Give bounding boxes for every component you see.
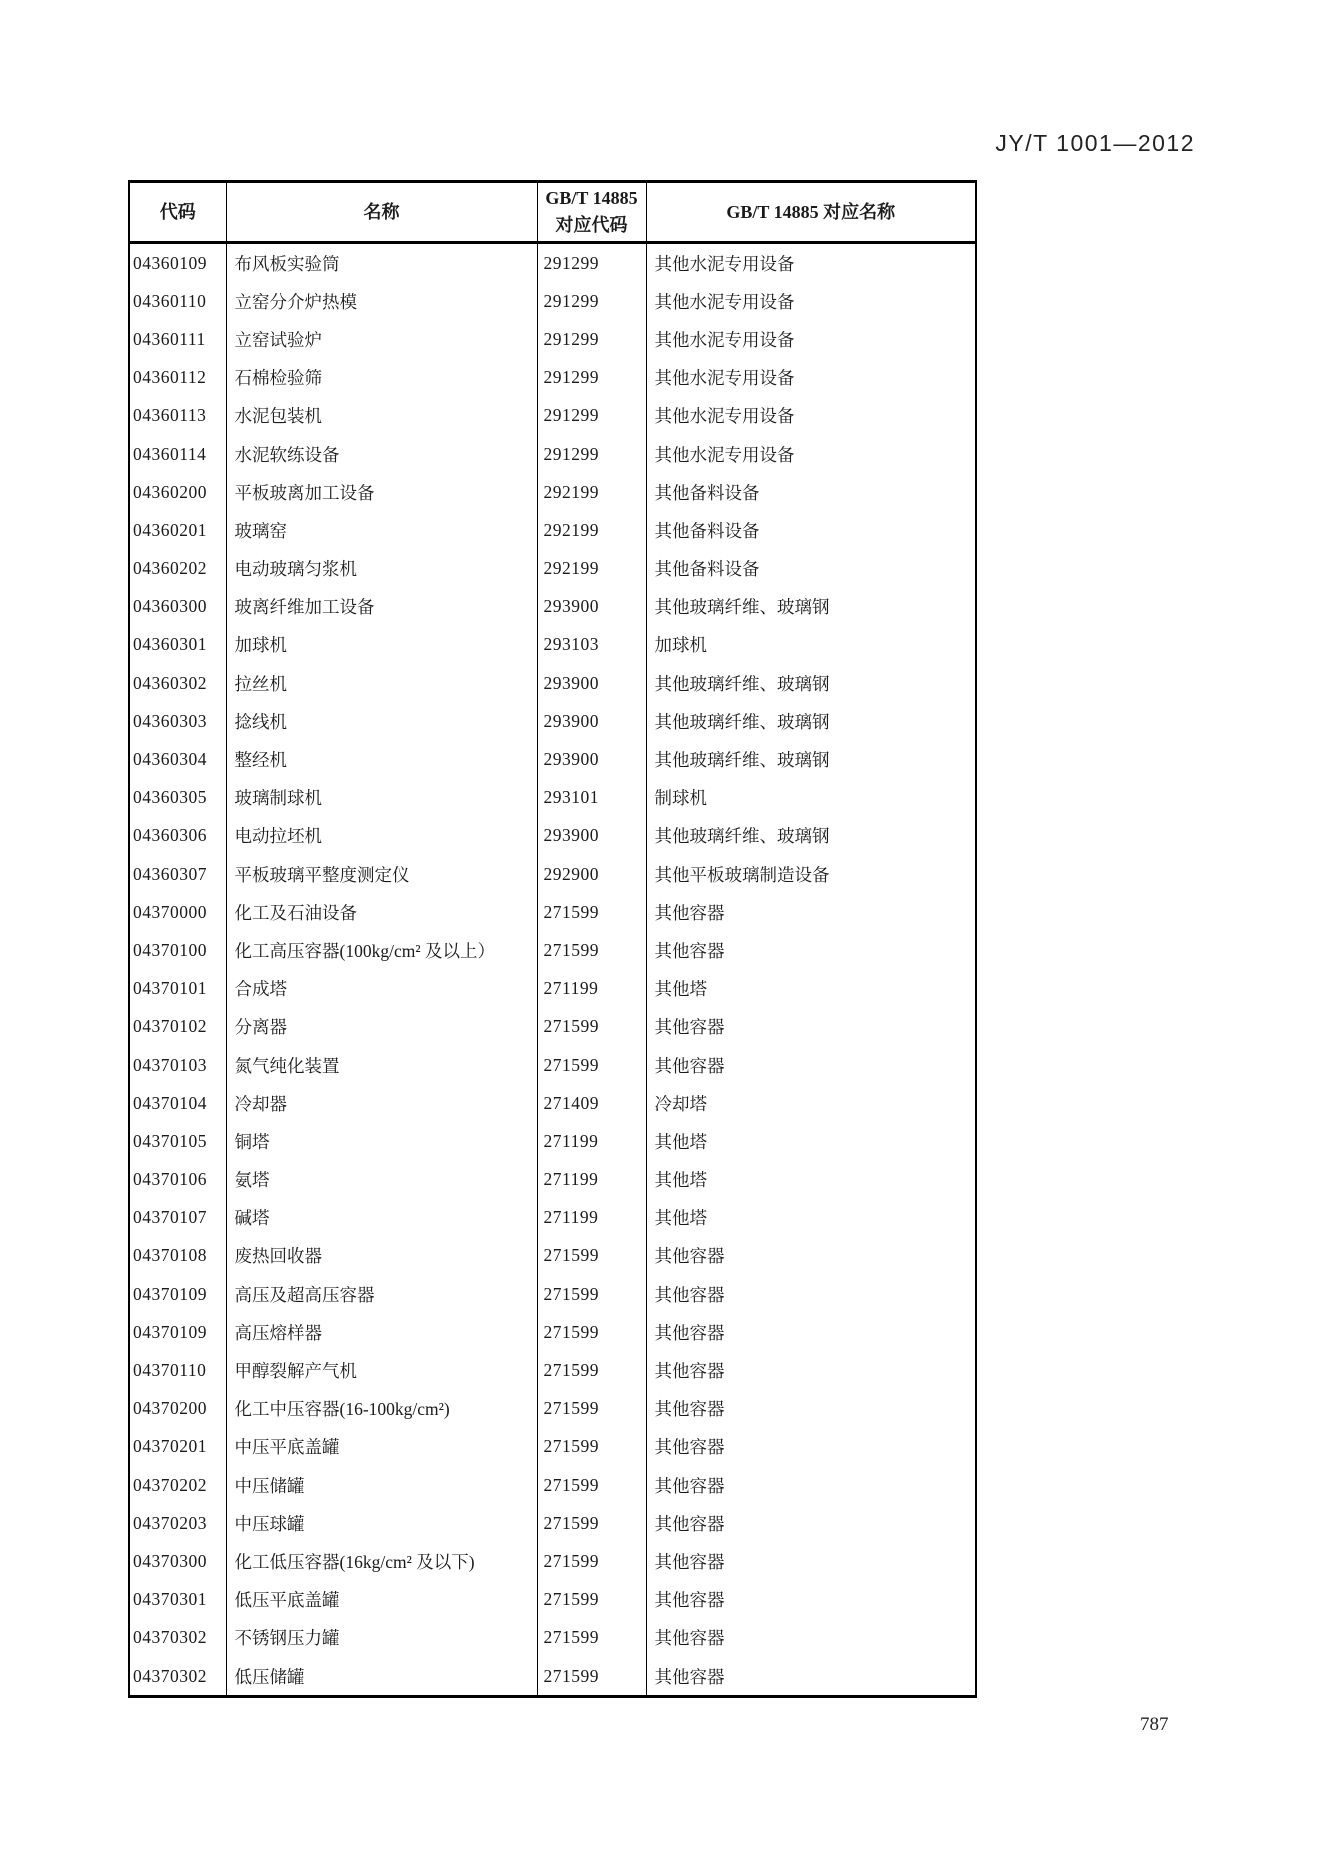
gbt-name-cell: 其他平板玻璃制造设备 — [646, 855, 976, 893]
code-cell: 04370105 — [133, 1130, 207, 1151]
code-cell: 04370106 — [133, 1169, 207, 1190]
table-row — [129, 550, 976, 588]
table-row — [129, 1619, 976, 1657]
name-cell: 电动拉坯机 — [226, 817, 537, 855]
code-cell: 04370109 — [133, 1321, 207, 1342]
header-name: 名称 — [226, 182, 537, 243]
gbt-name-cell: 其他容器 — [646, 1046, 976, 1084]
name-cell: 氮气纯化装置 — [226, 1046, 537, 1084]
gbt-name-cell: 其他玻璃纤维、玻璃钢 — [646, 588, 976, 626]
table-row — [129, 1046, 976, 1084]
table-row — [129, 435, 976, 473]
gbt-code-cell: 271599 — [537, 1581, 646, 1619]
header-gbt-code — [537, 182, 646, 243]
code-cell: 04360113 — [133, 405, 207, 426]
gbt-code-cell: 293101 — [537, 779, 646, 817]
table-row — [129, 664, 976, 702]
table-row — [129, 855, 976, 893]
header-gbt-name: GB/T 14885 对应名称 — [646, 182, 976, 243]
name-cell: 中压球罐 — [226, 1504, 537, 1542]
gbt-name-cell: 其他容器 — [646, 1390, 976, 1428]
gbt-code-cell: 293103 — [537, 626, 646, 664]
name-cell: 捻线机 — [226, 702, 537, 740]
gbt-code-cell: 291299 — [537, 320, 646, 358]
name-cell: 整经机 — [226, 740, 537, 778]
code-cell: 04370107 — [133, 1207, 207, 1228]
code-cell: 04360201 — [133, 519, 207, 540]
name-cell: 化工及石油设备 — [226, 893, 537, 931]
code-cell: 04360304 — [133, 749, 207, 770]
name-cell: 平板玻璃平整度测定仪 — [226, 855, 537, 893]
table-row — [129, 320, 976, 358]
name-cell: 氨塔 — [226, 1161, 537, 1199]
table-row — [129, 473, 976, 511]
table-header — [129, 182, 976, 243]
gbt-code-cell: 291299 — [537, 435, 646, 473]
name-cell: 高压及超高压容器 — [226, 1275, 537, 1313]
name-cell: 电动玻璃匀浆机 — [226, 550, 537, 588]
gbt-code-cell: 292199 — [537, 473, 646, 511]
code-cell: 04360302 — [133, 672, 207, 693]
table-row — [129, 1199, 976, 1237]
code-cell: 04360305 — [133, 787, 207, 808]
table-row — [129, 970, 976, 1008]
name-cell: 玻璃窑 — [226, 511, 537, 549]
gbt-code-cell: 291299 — [537, 397, 646, 435]
gbt-code-cell: 271599 — [537, 1390, 646, 1428]
gbt-code-cell: 293900 — [537, 588, 646, 626]
gbt-name-cell: 其他水泥专用设备 — [646, 397, 976, 435]
gbt-code-cell: 271599 — [537, 931, 646, 969]
table-row — [129, 1581, 976, 1619]
table-row — [129, 1084, 976, 1122]
gbt-code-cell: 271599 — [537, 1351, 646, 1389]
code-mapping-table — [128, 180, 977, 1698]
gbt-code-cell: 271199 — [537, 1199, 646, 1237]
code-cell: 04370203 — [133, 1512, 207, 1533]
table-row — [129, 1351, 976, 1389]
name-cell: 分离器 — [226, 1008, 537, 1046]
name-cell: 低压储罐 — [226, 1657, 537, 1697]
gbt-name-cell: 其他玻璃纤维、玻璃钢 — [646, 740, 976, 778]
gbt-code-cell: 271199 — [537, 970, 646, 1008]
name-cell: 高压熔样器 — [226, 1313, 537, 1351]
gbt-name-cell: 其他容器 — [646, 1581, 976, 1619]
gbt-name-cell: 其他水泥专用设备 — [646, 320, 976, 358]
gbt-name-cell: 其他容器 — [646, 1351, 976, 1389]
gbt-code-cell: 293900 — [537, 664, 646, 702]
table-row — [129, 1657, 976, 1697]
code-cell: 04370100 — [133, 939, 207, 960]
gbt-name-cell: 制球机 — [646, 779, 976, 817]
gbt-name-cell: 其他水泥专用设备 — [646, 243, 976, 283]
code-cell: 04360301 — [133, 634, 207, 655]
code-cell: 04370300 — [133, 1550, 207, 1571]
gbt-name-cell: 其他容器 — [646, 1275, 976, 1313]
header-code: 代码 — [129, 182, 226, 243]
gbt-name-cell: 冷却塔 — [646, 1084, 976, 1122]
gbt-name-cell: 其他容器 — [646, 1428, 976, 1466]
table-row — [129, 1313, 976, 1351]
gbt-code-cell: 271199 — [537, 1161, 646, 1199]
gbt-code-cell: 291299 — [537, 243, 646, 283]
gbt-name-cell: 其他备料设备 — [646, 511, 976, 549]
gbt-name-cell: 其他塔 — [646, 970, 976, 1008]
table-row — [129, 1428, 976, 1466]
gbt-code-cell: 292199 — [537, 550, 646, 588]
table-row — [129, 1008, 976, 1046]
table-body — [129, 243, 976, 1697]
code-cell: 04360109 — [133, 252, 207, 273]
table-row — [129, 588, 976, 626]
table-row — [129, 1504, 976, 1542]
name-cell: 玻璃制球机 — [226, 779, 537, 817]
gbt-code-cell: 271599 — [537, 1657, 646, 1697]
table-row — [129, 1122, 976, 1160]
code-cell: 04370201 — [133, 1436, 207, 1457]
gbt-name-cell: 其他容器 — [646, 1008, 976, 1046]
table-row — [129, 282, 976, 320]
code-cell: 04370101 — [133, 978, 207, 999]
name-cell: 布风板实验筒 — [226, 243, 537, 283]
header-row — [129, 182, 976, 243]
name-cell: 废热回收器 — [226, 1237, 537, 1275]
name-cell: 石棉检验筛 — [226, 359, 537, 397]
table-row — [129, 931, 976, 969]
gbt-name-cell: 其他玻璃纤维、玻璃钢 — [646, 664, 976, 702]
name-cell: 甲醇裂解产气机 — [226, 1351, 537, 1389]
gbt-name-cell: 其他容器 — [646, 1657, 976, 1697]
gbt-code-cell: 292900 — [537, 855, 646, 893]
gbt-name-cell: 其他备料设备 — [646, 473, 976, 511]
gbt-name-cell: 加球机 — [646, 626, 976, 664]
name-cell: 化工低压容器(16kg/cm² 及以下) — [226, 1542, 537, 1580]
gbt-name-cell: 其他容器 — [646, 1313, 976, 1351]
code-cell: 04360202 — [133, 558, 207, 579]
gbt-name-cell: 其他容器 — [646, 1237, 976, 1275]
gbt-name-cell: 其他备料设备 — [646, 550, 976, 588]
table-row — [129, 243, 976, 283]
name-cell: 冷却器 — [226, 1084, 537, 1122]
gbt-code-cell: 291299 — [537, 282, 646, 320]
page-number: 787 — [1140, 1714, 1169, 1735]
code-cell: 04370110 — [133, 1360, 207, 1381]
gbt-code-cell: 271599 — [537, 1504, 646, 1542]
name-cell: 化工中压容器(16-100kg/cm²) — [226, 1390, 537, 1428]
gbt-code-cell: 292199 — [537, 511, 646, 549]
code-cell: 04370104 — [133, 1092, 207, 1113]
gbt-code-cell: 271599 — [537, 1008, 646, 1046]
name-cell: 碱塔 — [226, 1199, 537, 1237]
table-row — [129, 1390, 976, 1428]
gbt-name-cell: 其他容器 — [646, 1504, 976, 1542]
gbt-code-cell: 271599 — [537, 1275, 646, 1313]
name-cell: 中压储罐 — [226, 1466, 537, 1504]
code-cell: 04370103 — [133, 1054, 207, 1075]
gbt-code-cell: 291299 — [537, 359, 646, 397]
code-cell: 04360300 — [133, 596, 207, 617]
code-cell: 04370202 — [133, 1474, 207, 1495]
gbt-name-cell: 其他玻璃纤维、玻璃钢 — [646, 702, 976, 740]
gbt-name-cell: 其他塔 — [646, 1199, 976, 1237]
gbt-name-cell: 其他容器 — [646, 931, 976, 969]
code-cell: 04360111 — [133, 328, 206, 349]
name-cell: 平板玻离加工设备 — [226, 473, 537, 511]
gbt-code-cell: 293900 — [537, 702, 646, 740]
code-cell: 04370301 — [133, 1589, 207, 1610]
name-cell: 低压平底盖罐 — [226, 1581, 537, 1619]
gbt-code-cell: 271599 — [537, 1313, 646, 1351]
name-cell: 水泥包装机 — [226, 397, 537, 435]
name-cell: 拉丝机 — [226, 664, 537, 702]
name-cell: 合成塔 — [226, 970, 537, 1008]
code-cell: 04360114 — [133, 443, 207, 464]
gbt-name-cell: 其他塔 — [646, 1161, 976, 1199]
name-cell: 玻离纤维加工设备 — [226, 588, 537, 626]
gbt-name-cell: 其他水泥专用设备 — [646, 282, 976, 320]
name-cell: 不锈钢压力罐 — [226, 1619, 537, 1657]
gbt-code-cell: 271599 — [537, 1046, 646, 1084]
gbt-name-cell: 其他水泥专用设备 — [646, 359, 976, 397]
table-row — [129, 702, 976, 740]
header-gbt-code-line1: GB/T 14885 — [545, 188, 638, 208]
name-cell: 立窑试验炉 — [226, 320, 537, 358]
name-cell: 铜塔 — [226, 1122, 537, 1160]
table-row — [129, 511, 976, 549]
code-cell: 04370200 — [133, 1398, 207, 1419]
gbt-code-cell: 293900 — [537, 817, 646, 855]
name-cell: 立窑分介炉热模 — [226, 282, 537, 320]
table-row — [129, 817, 976, 855]
code-cell: 04370302 — [133, 1665, 207, 1686]
gbt-name-cell: 其他塔 — [646, 1122, 976, 1160]
gbt-name-cell: 其他容器 — [646, 893, 976, 931]
code-cell: 04370102 — [133, 1016, 207, 1037]
gbt-code-cell: 271409 — [537, 1084, 646, 1122]
gbt-name-cell: 其他水泥专用设备 — [646, 435, 976, 473]
table-row — [129, 893, 976, 931]
code-cell: 04360200 — [133, 481, 207, 502]
table-row — [129, 1161, 976, 1199]
gbt-code-cell: 271199 — [537, 1122, 646, 1160]
gbt-code-cell: 293900 — [537, 740, 646, 778]
name-cell: 中压平底盖罐 — [226, 1428, 537, 1466]
code-cell: 04370000 — [133, 901, 207, 922]
code-cell: 04360307 — [133, 863, 207, 884]
gbt-code-cell: 271599 — [537, 1466, 646, 1504]
standard-number-header: JY/T 1001—2012 — [995, 130, 1195, 156]
table-row — [129, 1275, 976, 1313]
gbt-name-cell: 其他容器 — [646, 1619, 976, 1657]
name-cell: 化工高压容器(100kg/cm² 及以上） — [226, 931, 537, 969]
header-gbt-code-line2: 对应代码 — [555, 215, 628, 235]
code-cell: 04360303 — [133, 710, 207, 731]
table-row — [129, 359, 976, 397]
table-row — [129, 1466, 976, 1504]
code-cell: 04370302 — [133, 1627, 207, 1648]
gbt-code-cell: 271599 — [537, 893, 646, 931]
code-cell: 04360110 — [133, 290, 207, 311]
table-row — [129, 740, 976, 778]
table-row — [129, 626, 976, 664]
gbt-code-cell: 271599 — [537, 1428, 646, 1466]
gbt-code-cell: 271599 — [537, 1542, 646, 1580]
name-cell: 水泥软练设备 — [226, 435, 537, 473]
table-row — [129, 1237, 976, 1275]
gbt-name-cell: 其他容器 — [646, 1466, 976, 1504]
gbt-code-cell: 271599 — [537, 1619, 646, 1657]
gbt-code-cell: 271599 — [537, 1237, 646, 1275]
table-row — [129, 397, 976, 435]
code-cell: 04370109 — [133, 1283, 207, 1304]
gbt-name-cell: 其他玻璃纤维、玻璃钢 — [646, 817, 976, 855]
code-cell: 04360306 — [133, 825, 207, 846]
table-row — [129, 779, 976, 817]
code-cell: 04360112 — [133, 367, 207, 388]
gbt-name-cell: 其他容器 — [646, 1542, 976, 1580]
code-cell: 04370108 — [133, 1245, 207, 1266]
name-cell: 加球机 — [226, 626, 537, 664]
table-row — [129, 1542, 976, 1580]
